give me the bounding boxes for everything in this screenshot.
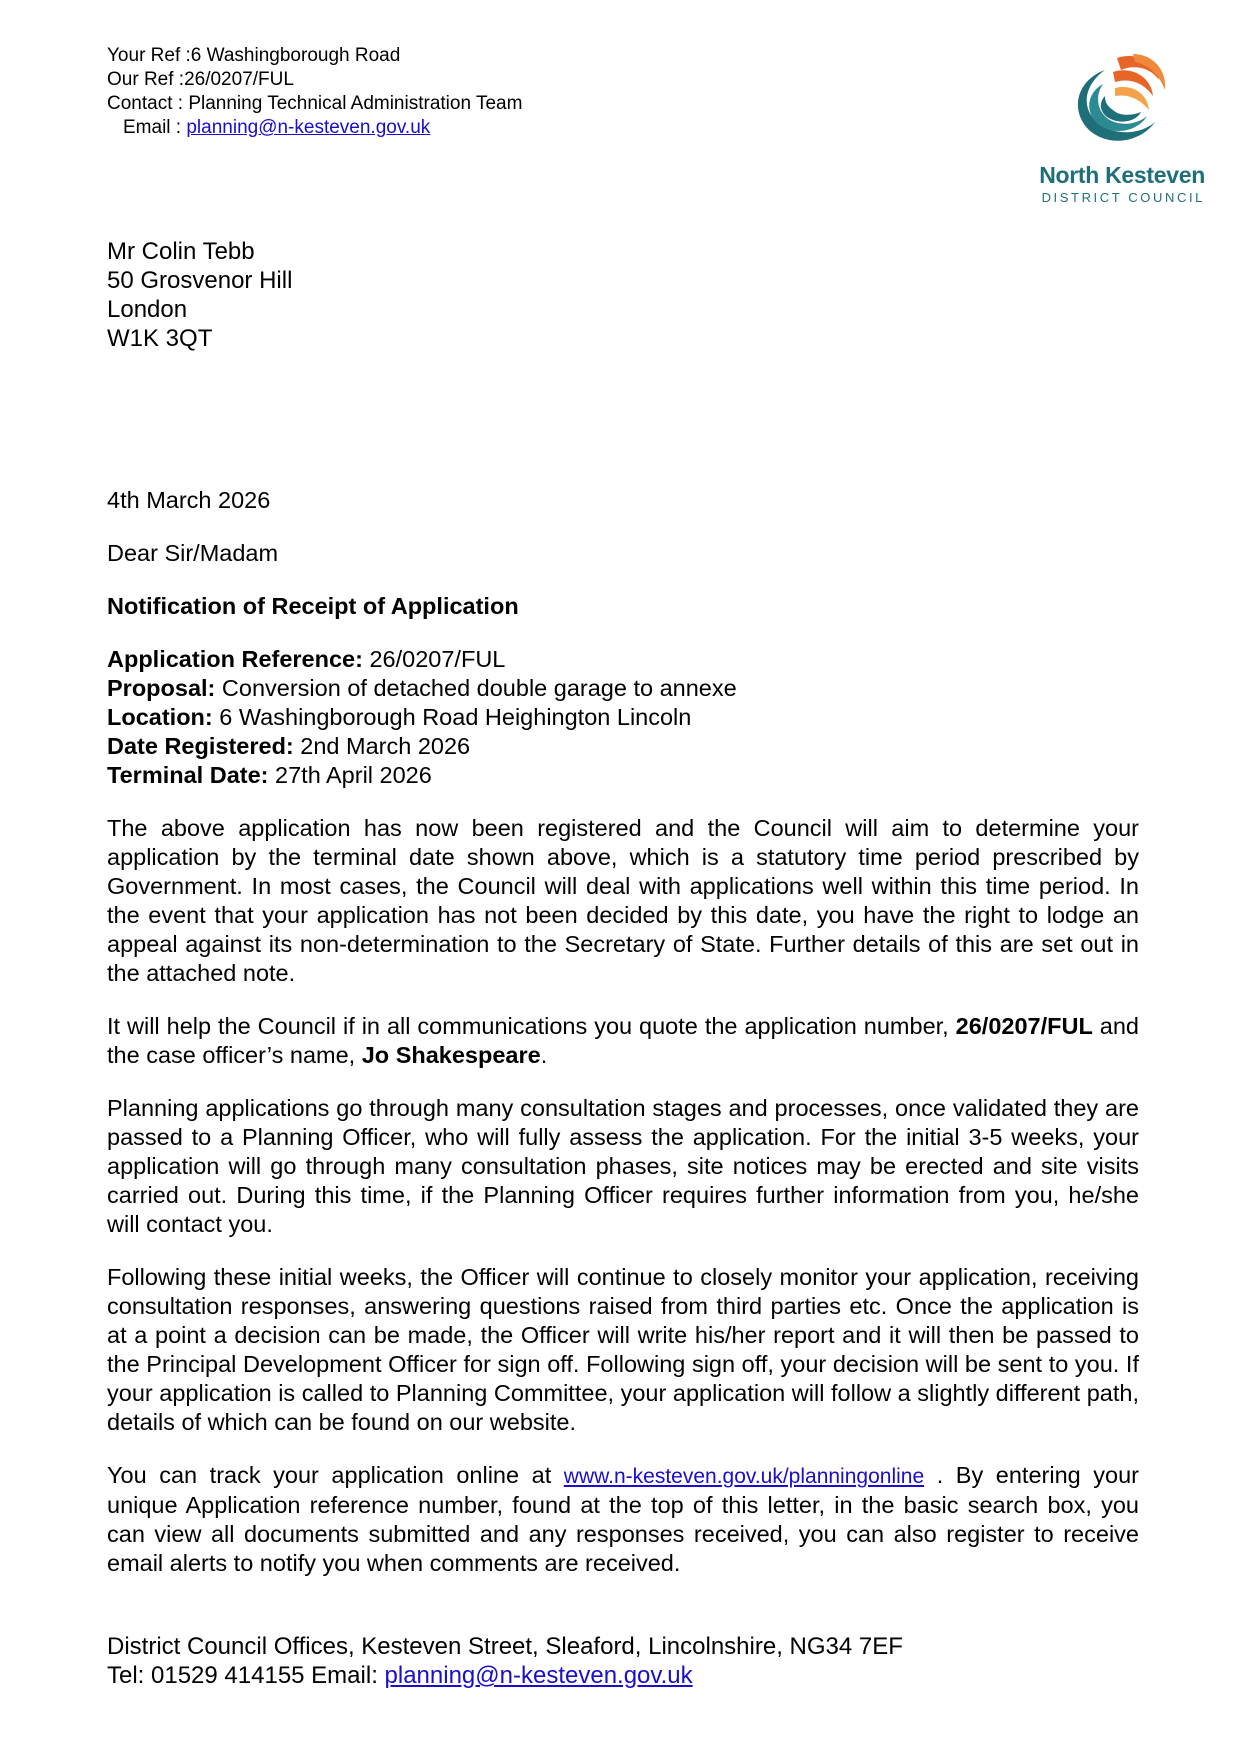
council-logo [1015,50,1215,210]
brand-text [1039,162,1205,205]
council-emblem-icon [1055,50,1175,160]
reference-block [107,44,522,140]
recipient-street: 50 Grosvenor Hill [107,267,293,294]
detail-label: Proposal: [107,675,216,701]
recipient-city: London [107,296,188,323]
detail-reference [107,645,1139,674]
detail-date-registered [107,732,1139,761]
paragraph-monitoring: Following these initial weeks, the Officer will continue to closely monitor your application, receiving consultation responses, answering questions raised from third parties etc. Once the application is at a point a decision can be made, the Officer will write his/her report and it will then be passed to the Principal Development Officer for sign off. Following sign off, your decision will be sent to you. If your application is called to Planning Committee, your application will follow a slightly different path, details of which can be found on our website. [107,1264,1139,1435]
footer-email-link[interactable]: planning@n-kesteven.gov.uk [384,1662,693,1689]
recipient-postcode: W1K 3QT [107,325,213,352]
para-text: You can track your application online at [107,1462,564,1488]
detail-label: Date Registered: [107,733,294,759]
email-line [107,116,522,140]
detail-location [107,703,1139,732]
contact-line: Contact : Planning Technical Administration Team [107,93,523,114]
detail-proposal [107,674,1139,703]
paragraph-quote-reference [107,1012,1139,1070]
our-ref: Our Ref :26/0207/FUL [107,69,294,90]
detail-value: 6 Washingborough Road Heighington Lincoln [212,704,692,730]
footer [107,1632,903,1690]
detail-value: 26/0207/FUL [362,646,506,672]
para-text: . [540,1042,548,1068]
brand-name: North Kesteven [1039,162,1205,188]
detail-label: Location: [107,704,213,730]
letter-heading: Notification of Receipt of Application [107,593,519,619]
footer-address: District Council Offices, Kesteven Street, Sleaford, Lincolnshire, NG34 7EF [107,1633,903,1660]
paragraph-consultation: Planning applications go through many consultation stages and processes, once validated they are passed to a Planning Officer, who will fully assess the application. For the initial 3-5 weeks, your application will go through many consultation phases, site notices may be erected and site visits carried out. During this time, if the Planning Officer requires further information from you, he/she will contact you. [107,1095,1139,1237]
paragraph-track-online [107,1461,1139,1578]
footer-tel: Tel: 01529 414155 Email: [107,1662,385,1689]
detail-value: 27th April 2026 [268,762,432,788]
detail-label: Application Reference: [107,646,363,672]
salutation: Dear Sir/Madam [107,540,279,566]
para-text: . By entering your unique Application reference number, found at the top of this letter, in the basic search box, you can view all documents submitted and any responses received, you can also register to receive email alerts to notify you when comments are received. [107,1462,1139,1576]
case-officer-name: Jo Shakespeare [361,1042,541,1068]
brand-subtitle: DISTRICT COUNCIL [1041,190,1205,205]
para-text: and the case officer’s name, [107,1013,1140,1068]
email-label: Email : [123,117,187,138]
application-number: 26/0207/FUL [955,1013,1093,1039]
header-email-link[interactable]: planning@n-kesteven.gov.uk [186,117,431,138]
footer-contact [107,1661,903,1690]
recipient-name: Mr Colin Tebb [107,238,255,265]
recipient-address [107,237,292,353]
letter-date: 4th March 2026 [107,487,271,513]
para-text: It will help the Council if in all communications you quote the application number, [107,1013,956,1039]
paragraph-registration: The above application has now been registered and the Council will aim to determine your application by the terminal date shown above, which is a statutory time period prescribed by Government. In most cases, the Council will deal with applications well within this time period. In the event that your application has not been decided by this date, you have the right to lodge an appeal against its non-determination to the Secretary of State. Further details of this are set out in the attached note. [107,815,1139,986]
detail-label: Terminal Date: [107,762,269,788]
detail-terminal-date [107,761,1139,790]
your-ref: Your Ref :6 Washingborough Road [107,45,401,66]
detail-value: Conversion of detached double garage to annexe [215,675,737,701]
application-details [107,645,1139,790]
letter-body [107,486,1139,1602]
planning-online-link[interactable]: www.n-kesteven.gov.uk/planningonline [563,1465,925,1488]
detail-value: 2nd March 2026 [293,733,471,759]
